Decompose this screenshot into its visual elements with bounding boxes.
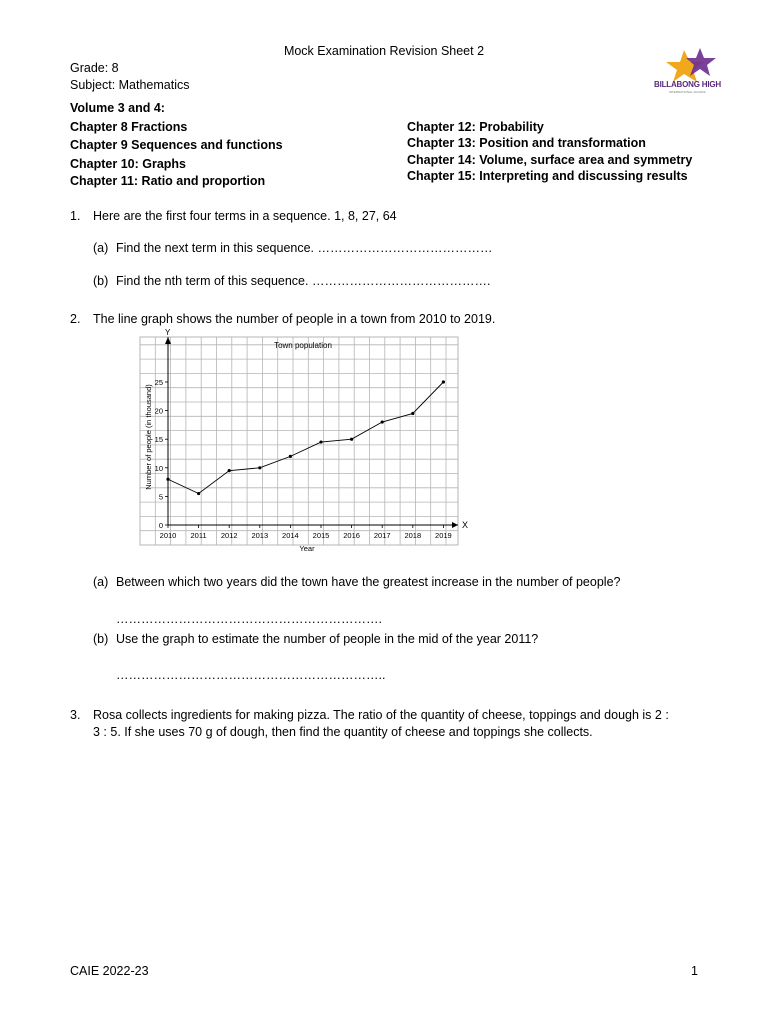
question-number: 2. <box>70 312 81 326</box>
page-number: 1 <box>691 964 698 978</box>
data-point <box>228 469 231 472</box>
population-series-line <box>168 382 443 494</box>
question-number: 3. <box>70 708 81 722</box>
question-part-label: (b) <box>93 274 109 288</box>
data-point <box>381 420 384 423</box>
data-point <box>319 440 322 443</box>
x-tick-label: 2014 <box>282 531 299 540</box>
question-2b-text: Use the graph to estimate the number of people in the mid of the year 2011? <box>116 632 539 646</box>
syllabus-right-item: Chapter 14: Volume, surface area and symmetry <box>407 153 693 167</box>
syllabus-right-item: Chapter 15: Interpreting and discussing results <box>407 169 688 183</box>
answer-line[interactable]: ………………………………………………………. <box>116 612 382 626</box>
question-2-text: The line graph shows the number of people in a town from 2010 to 2019. <box>93 312 496 326</box>
syllabus-left-item: Chapter 8 Fractions <box>70 120 188 134</box>
x-axis-arrow-icon <box>452 522 458 528</box>
footer-label: CAIE 2022-23 <box>70 964 149 978</box>
data-point <box>350 438 353 441</box>
syllabus-left-item: Chapter 9 Sequences and functions <box>70 138 283 152</box>
school-logo-subtext: INTERNATIONAL SCHOOL <box>669 90 707 94</box>
y-tick-label: 5 <box>158 492 163 502</box>
document-title: Mock Examination Revision Sheet 2 <box>283 44 485 58</box>
x-tick-label: 2017 <box>373 531 391 540</box>
town-population-line-chart <box>135 327 469 555</box>
school-logo-text: BILLABONG HIGH <box>654 80 721 89</box>
y-axis-label: Number of people (in thousand) <box>144 384 153 490</box>
syllabus-left-item: Chapter 11: Ratio and proportion <box>70 174 266 188</box>
question-1a-text: Find the next term in this sequence. …………………………………… <box>116 241 493 255</box>
question-2a-text: Between which two years did the town have the greatest increase in the number of people? <box>116 575 621 589</box>
y-tick-label: 15 <box>154 435 163 445</box>
subject-label: Subject: Mathematics <box>70 78 190 92</box>
x-tick-label: 2012 <box>220 531 238 540</box>
grade-label: Grade: 8 <box>70 61 119 75</box>
syllabus-right-item: Chapter 13: Position and transformation <box>407 136 646 150</box>
y-tick-label: 10 <box>154 463 163 473</box>
syllabus-heading: Volume 3 and 4: <box>70 101 165 115</box>
data-point <box>166 478 169 481</box>
x-tick-label: 2019 <box>435 531 452 540</box>
x-axis-label: Year <box>299 544 315 553</box>
y-tick-label: 20 <box>154 406 163 416</box>
x-tick-label: 2011 <box>190 531 207 540</box>
x-axis-letter: X <box>462 520 469 530</box>
question-3-text-line-1: Rosa collects ingredients for making pizza. The ratio of the quantity of cheese, toppings and dough is 2 : <box>93 708 669 722</box>
data-point <box>442 380 445 383</box>
syllabus-left-item: Chapter 10: Graphs <box>70 157 187 171</box>
answer-line[interactable]: ……………………………………………………….. <box>116 668 386 682</box>
y-axis-letter: Y <box>165 328 171 337</box>
chart-frame <box>140 337 458 545</box>
question-part-label: (a) <box>93 241 109 255</box>
question-number: 1. <box>70 209 81 223</box>
question-1-text: Here are the first four terms in a sequence. 1, 8, 27, 64 <box>93 209 397 223</box>
x-tick-label: 2013 <box>251 531 269 540</box>
x-tick-label: 2018 <box>404 531 422 540</box>
chart-title: Town population <box>274 341 332 350</box>
data-point <box>411 412 414 415</box>
y-tick-label: 0 <box>158 521 163 530</box>
question-part-label: (a) <box>93 575 109 589</box>
question-3-text-line-2: 3 : 5. If she uses 70 g of dough, then find the quantity of cheese and toppings she collects. <box>93 725 593 739</box>
data-point <box>289 455 292 458</box>
data-point <box>197 492 200 495</box>
x-tick-label: 2016 <box>343 531 360 540</box>
y-axis-arrow-icon <box>165 337 171 344</box>
y-tick-label: 25 <box>154 378 163 387</box>
x-tick-label: 2010 <box>159 531 177 540</box>
x-tick-label: 2015 <box>312 531 330 540</box>
question-part-label: (b) <box>93 632 109 646</box>
question-1b-text: Find the nth term of this sequence. ……………………………………. <box>116 274 491 288</box>
syllabus-right-item: Chapter 12: Probability <box>407 120 544 134</box>
data-point <box>258 466 261 469</box>
